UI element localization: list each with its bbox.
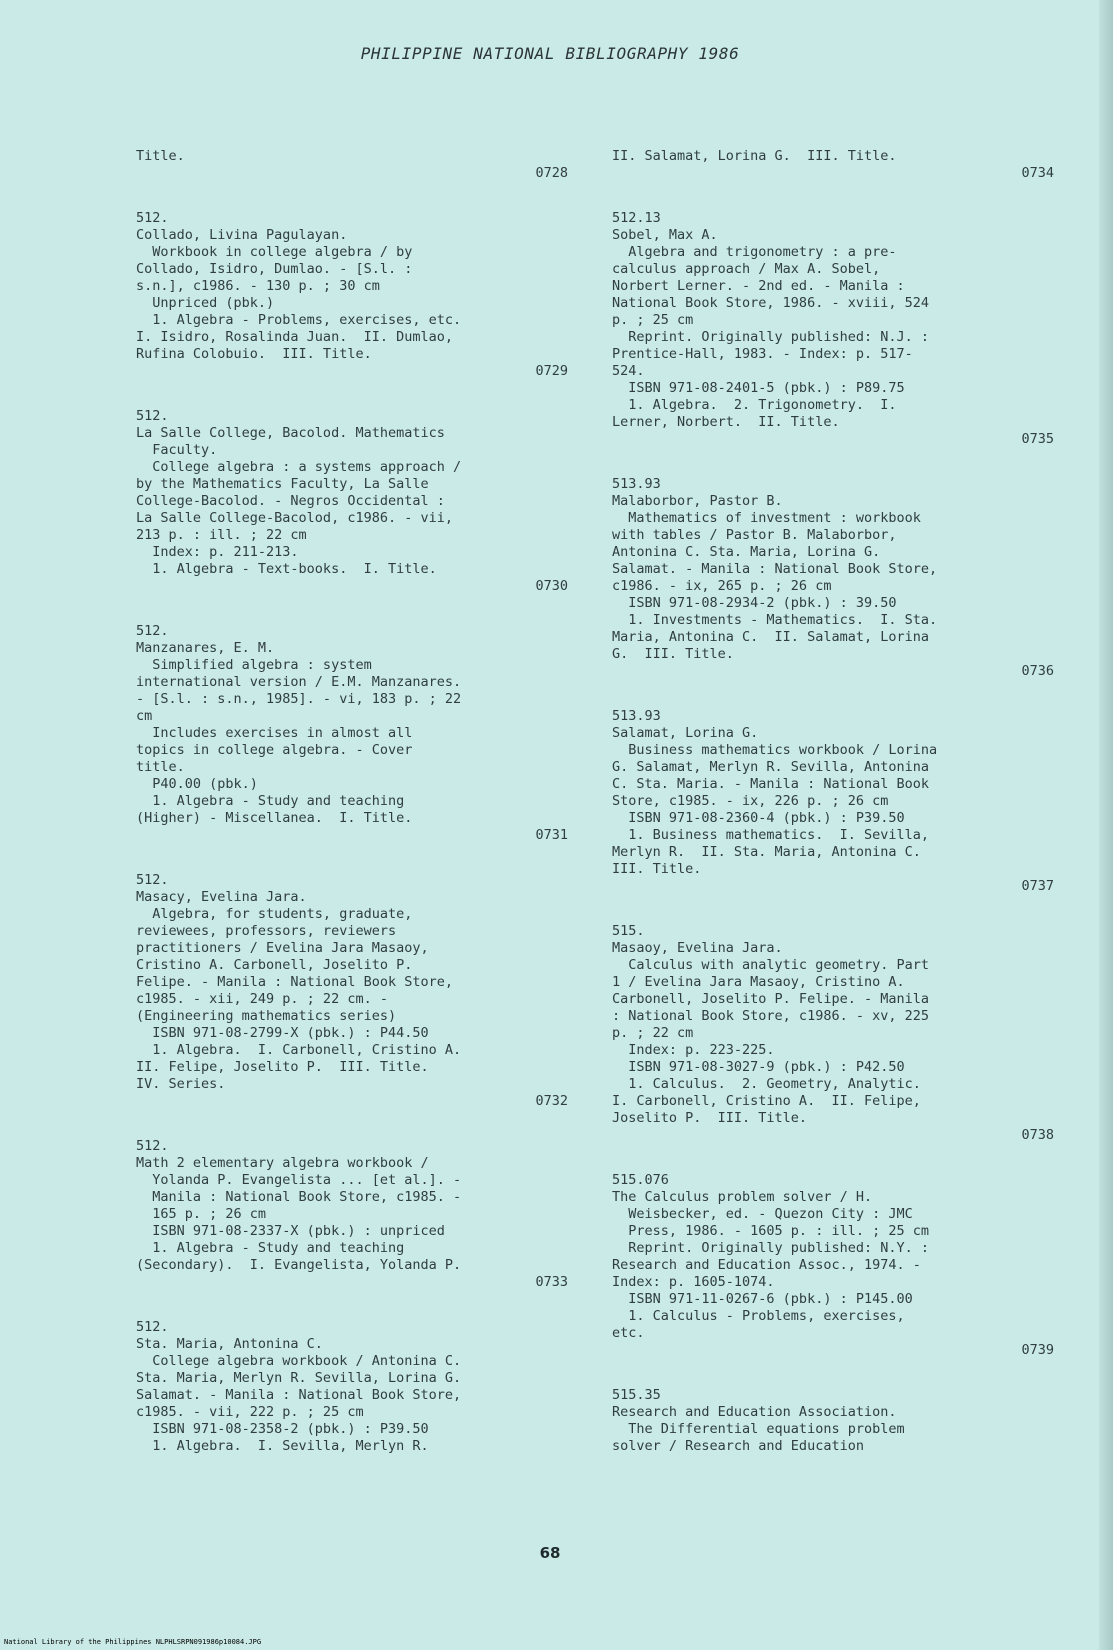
entry-line: reviewees, professors, reviewers [136, 923, 397, 939]
entry-line: - [S.l. : s.n., 1985]. - vi, 183 p. ; 22 [136, 691, 462, 707]
catalog-entry [136, 872, 576, 1110]
entry-line: ISBN 971-08-2358-2 (pbk.) : P39.50 [136, 1421, 429, 1437]
entry-line: Sta. Maria, Antonina C. [136, 1336, 323, 1352]
entry-line: Index: p. 1605-1074. [612, 1274, 775, 1290]
entry-number: 0733 [535, 1274, 568, 1290]
entry-line: p. ; 22 cm [612, 1025, 694, 1041]
classification-number: 512. [136, 872, 169, 888]
entry-number: 0730 [535, 578, 568, 594]
classification-number: 515.35 [612, 1387, 661, 1403]
entry-line: title. [136, 759, 185, 775]
entry-line: Press, 1986. - 1605 p. : ill. ; 25 cm [612, 1223, 929, 1239]
entry-line: Calculus with analytic geometry. Part [612, 957, 929, 973]
classification-number: 515. [612, 923, 645, 939]
entry-line: Reprint. Originally published: N.J. : [612, 329, 929, 345]
entry-number: 0739 [1021, 1342, 1054, 1358]
entry-line: Merlyn R. II. Sta. Maria, Antonina C. [612, 844, 921, 860]
entry-number: 0738 [1021, 1127, 1054, 1143]
entry-line: Salamat, Lorina G. [612, 725, 759, 741]
entry-line: s.n.], c1986. - 130 p. ; 30 cm [136, 278, 380, 294]
right-column [612, 148, 1062, 1483]
entry-line: Manzanares, E. M. [136, 640, 275, 656]
entry-line: Weisbecker, ed. - Quezon City : JMC [612, 1206, 913, 1222]
left-column [136, 148, 576, 1483]
entry-line: 1. Algebra - Study and teaching [136, 793, 405, 809]
entry-line: Sobel, Max A. [612, 227, 718, 243]
entry-line: III. Title. [612, 861, 702, 877]
entry-line: Index: p. 223-225. [612, 1042, 775, 1058]
entry-line: Algebra and trigonometry : a pre- [612, 244, 897, 260]
entry-line: etc. [612, 1325, 645, 1341]
entry-line: Manila : National Book Store, c1985. - [136, 1189, 462, 1205]
entry-line: College algebra workbook / Antonina C. [136, 1353, 462, 1369]
catalog-entry [136, 408, 576, 595]
entry-line: 1. Algebra. 2. Trigonometry. I. [612, 397, 897, 413]
entry-line: 1. Investments - Mathematics. I. Sta. [612, 612, 938, 628]
entry-line: 524. [612, 363, 645, 379]
entry-number: 0734 [1021, 165, 1054, 181]
entry-line: Masaoy, Evelina Jara. [612, 940, 783, 956]
entry-line: Includes exercises in almost all [136, 725, 413, 741]
entry-line: international version / E.M. Manzanares. [136, 674, 462, 690]
entry-line: Simplified algebra : system [136, 657, 372, 673]
classification-number: 512. [136, 408, 169, 424]
classification-number: 512.13 [612, 210, 661, 226]
entry-line: Salamat. - Manila : National Book Store, [612, 561, 938, 577]
entry-line: Rufina Colobuio. III. Title. [136, 346, 372, 362]
classification-number: 515.076 [612, 1172, 669, 1188]
entry-line: Title. [136, 148, 185, 164]
entry-line: 1. Algebra. I. Carbonell, Cristino A. [136, 1042, 462, 1058]
entry-line: 165 p. ; 26 cm [136, 1206, 267, 1222]
entry-line: ISBN 971-08-2360-4 (pbk.) : P39.50 [612, 810, 905, 826]
entry-line: 1. Algebra. I. Sevilla, Merlyn R. [136, 1438, 429, 1454]
entry-line: Research and Education Association. [612, 1404, 897, 1420]
entry-line: I. Isidro, Rosalinda Juan. II. Dumlao, [136, 329, 453, 345]
entry-line: with tables / Pastor B. Malaborbor, [612, 527, 897, 543]
entry-line: La Salle College-Bacolod, c1986. - vii, [136, 510, 453, 526]
entry-line: Yolanda P. Evangelista ... [et al.]. - [136, 1172, 462, 1188]
entry-line: 1. Calculus. 2. Geometry, Analytic. [612, 1076, 921, 1092]
entry-line: Antonina C. Sta. Maria, Lorina G. [612, 544, 881, 560]
entry-line: IV. Series. [136, 1076, 226, 1092]
entry-line: 1. Business mathematics. I. Sevilla, [612, 827, 929, 843]
entry-line: 213 p. : ill. ; 22 cm [136, 527, 307, 543]
classification-number: 512. [136, 623, 169, 639]
entry-line: Maria, Antonina C. II. Salamat, Lorina [612, 629, 929, 645]
entry-line: Salamat. - Manila : National Book Store, [136, 1387, 462, 1403]
entry-line: G. Salamat, Merlyn R. Sevilla, Antonina [612, 759, 929, 775]
entry-line: Cristino A. Carbonell, Joselito P. [136, 957, 413, 973]
catalog-entry [612, 210, 1062, 448]
entry-line: Lerner, Norbert. II. Title. [612, 414, 840, 430]
classification-number: 513.93 [612, 708, 661, 724]
catalog-entry [136, 1138, 576, 1291]
catalog-entry [136, 148, 576, 182]
entry-line: The Differential equations problem [612, 1421, 905, 1437]
entry-line: Store, c1985. - ix, 226 p. ; 26 cm [612, 793, 889, 809]
entry-line: Joselito P. III. Title. [612, 1110, 808, 1126]
entry-number: 0729 [535, 363, 568, 379]
catalog-entry [612, 1387, 1062, 1455]
entry-line: Prentice-Hall, 1983. - Index: p. 517- [612, 346, 913, 362]
classification-number: 512. [136, 210, 169, 226]
entry-line: Faculty. [136, 442, 218, 458]
catalog-entry [136, 623, 576, 844]
entry-line: Sta. Maria, Merlyn R. Sevilla, Lorina G. [136, 1370, 462, 1386]
entry-number: 0737 [1021, 878, 1054, 894]
classification-number: 513.93 [612, 476, 661, 492]
entry-line: ISBN 971-08-2799-X (pbk.) : P44.50 [136, 1025, 429, 1041]
entry-line: National Book Store, 1986. - xviii, 524 [612, 295, 929, 311]
entry-number: 0732 [535, 1093, 568, 1109]
catalog-entry [612, 148, 1062, 182]
entry-line: Algebra, for students, graduate, [136, 906, 413, 922]
entry-line: topics in college algebra. - Cover [136, 742, 413, 758]
entry-line: Collado, Livina Pagulayan. [136, 227, 348, 243]
entry-line: Felipe. - Manila : National Book Store, [136, 974, 453, 990]
entry-line: (Engineering mathematics series) [136, 1008, 397, 1024]
entry-line: Collado, Isidro, Dumlao. - [S.l. : [136, 261, 413, 277]
entry-line: by the Mathematics Faculty, La Salle [136, 476, 429, 492]
page-number: 68 [539, 1544, 561, 1562]
catalog-entry [136, 210, 576, 380]
entry-line: c1985. - xii, 249 p. ; 22 cm. - [136, 991, 388, 1007]
entry-line: Norbert Lerner. - 2nd ed. - Manila : [612, 278, 905, 294]
entry-line: La Salle College, Bacolod. Mathematics [136, 425, 445, 441]
entry-line: Unpriced (pbk.) [136, 295, 275, 311]
entry-number: 0736 [1021, 663, 1054, 679]
entry-line: cm [136, 708, 153, 724]
entry-line: II. Felipe, Joselito P. III. Title. [136, 1059, 429, 1075]
catalog-entry [612, 1172, 1062, 1359]
entry-number: 0731 [535, 827, 568, 843]
entry-line: ISBN 971-08-2337-X (pbk.) : unpriced [136, 1223, 445, 1239]
catalog-entry [612, 476, 1062, 680]
entry-line: G. III. Title. [612, 646, 734, 662]
entry-line: Workbook in college algebra / by [136, 244, 413, 260]
entry-number: 0728 [535, 165, 568, 181]
entry-line: Index: p. 211-213. [136, 544, 299, 560]
entry-line: Masacy, Evelina Jara. [136, 889, 307, 905]
entry-line: Malaborbor, Pastor B. [612, 493, 783, 509]
entry-line: 1. Algebra - Problems, exercises, etc. [136, 312, 462, 328]
page-edge [1099, 0, 1113, 1650]
entry-line: The Calculus problem solver / H. [612, 1189, 873, 1205]
entry-line: 1. Calculus - Problems, exercises, [612, 1308, 905, 1324]
entry-line: 1. Algebra - Text-books. I. Title. [136, 561, 437, 577]
entry-line: (Higher) - Miscellanea. I. Title. [136, 810, 413, 826]
entry-line: Research and Education Assoc., 1974. - [612, 1257, 921, 1273]
entry-line: II. Salamat, Lorina G. III. Title. [612, 148, 897, 164]
entry-number: 0735 [1021, 431, 1054, 447]
entry-line: (Secondary). I. Evangelista, Yolanda P. [136, 1257, 462, 1273]
entry-line: 1. Algebra - Study and teaching [136, 1240, 405, 1256]
entry-line: College algebra : a systems approach / [136, 459, 462, 475]
entry-line: ISBN 971-08-2934-2 (pbk.) : 39.50 [612, 595, 897, 611]
entry-line: College-Bacolod. - Negros Occidental : [136, 493, 445, 509]
catalog-entry [136, 1319, 576, 1455]
entry-line: Mathematics of investment : workbook [612, 510, 921, 526]
entry-line: I. Carbonell, Cristino A. II. Felipe, [612, 1093, 921, 1109]
scan-credit: National Library of the Philippines NLPHLSRPN091986p10084.JPG [4, 1638, 262, 1646]
entry-line: ISBN 971-11-0267-6 (pbk.) : P145.00 [612, 1291, 913, 1307]
classification-number: 512. [136, 1138, 169, 1154]
catalog-entry [612, 708, 1062, 895]
entry-line: ISBN 971-08-3027-9 (pbk.) : P42.50 [612, 1059, 905, 1075]
catalog-entry [612, 923, 1062, 1144]
entry-line: practitioners / Evelina Jara Masaoy, [136, 940, 429, 956]
entry-line: : National Book Store, c1986. - xv, 225 [612, 1008, 929, 1024]
entry-line: c1985. - vii, 222 p. ; 25 cm [136, 1404, 364, 1420]
entry-line: c1986. - ix, 265 p. ; 26 cm [612, 578, 832, 594]
entry-line: Reprint. Originally published: N.Y. : [612, 1240, 929, 1256]
entry-line: C. Sta. Maria. - Manila : National Book [612, 776, 929, 792]
entry-line: Business mathematics workbook / Lorina [612, 742, 938, 758]
entry-line: solver / Research and Education [612, 1438, 864, 1454]
entry-line: ISBN 971-08-2401-5 (pbk.) : P89.75 [612, 380, 905, 396]
entry-line: Math 2 elementary algebra workbook / [136, 1155, 429, 1171]
page-header: PHILIPPINE NATIONAL BIBLIOGRAPHY 1986 [360, 44, 740, 63]
classification-number: 512. [136, 1319, 169, 1335]
entry-line: 1 / Evelina Jara Masaoy, Cristino A. [612, 974, 905, 990]
entry-line: p. ; 25 cm [612, 312, 694, 328]
entry-line: calculus approach / Max A. Sobel, [612, 261, 881, 277]
entry-line: P40.00 (pbk.) [136, 776, 258, 792]
entry-line: Carbonell, Joselito P. Felipe. - Manila [612, 991, 929, 1007]
